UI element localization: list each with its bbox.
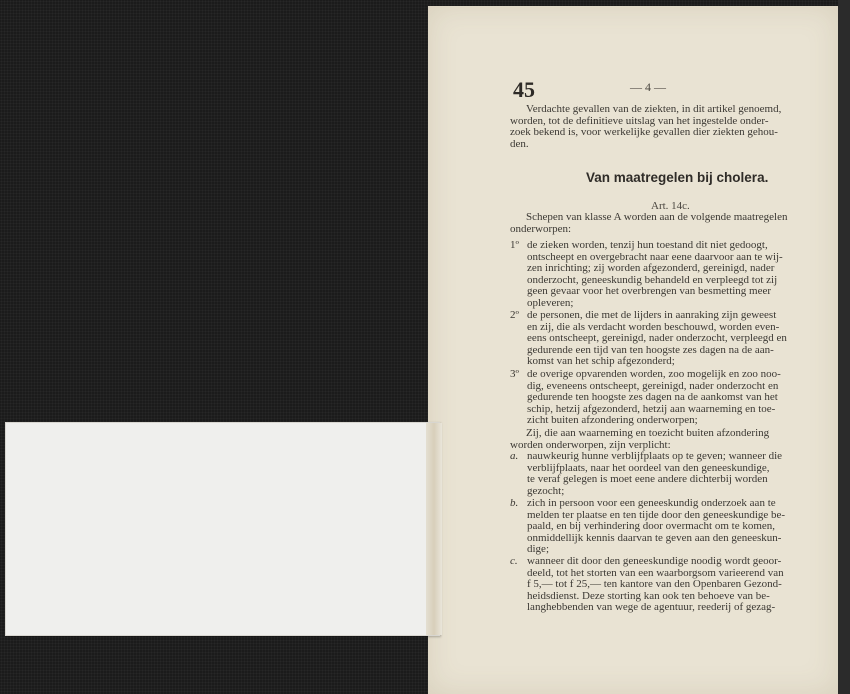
intro-paragraph	[510, 104, 820, 150]
item-text	[527, 310, 787, 368]
text-line: paald, en bij verhindering door overmacht om te komen,	[527, 520, 776, 533]
text-line: opleveren;	[527, 296, 574, 309]
text-line: geen gevaar voor het overbrengen van besmetting meer	[527, 285, 772, 298]
text-line: ontscheept en overgebracht naar eene daarvoor aan te wij-	[527, 250, 783, 263]
text-line: en zij, die als verdacht worden beschouwd, worden even-	[527, 320, 780, 333]
text-line: zoek bekend is, voor werkelijke gevallen dier ziekten gehou-	[510, 126, 778, 139]
text-line: Verdachte gevallen van de ziekten, in dit artikel genoemd,	[526, 103, 782, 115]
item-marker: 1º	[510, 239, 519, 251]
article-number: Art. 14c.	[651, 200, 690, 212]
text-line: langhebbenden van wege de agentuur, reederij of gezag-	[527, 601, 776, 614]
item-text	[527, 369, 781, 427]
obligations-paragraph	[510, 428, 820, 451]
text-line: Schepen van klasse A worden aan de volgende maatregelen	[526, 211, 788, 223]
text-line: de personen, die met de lijders in aanraking zijn geweest	[527, 309, 777, 321]
paper-slip	[5, 422, 440, 636]
text-line: onderzocht, geneeskundig behandeld en verpleegd tot zij	[527, 273, 778, 286]
text-line: te veraf gelegen is moet eene andere dichterbij worden	[527, 473, 768, 486]
text-line: eens ontscheept, gereinigd, nader onderzocht, verpleegd en	[527, 332, 787, 345]
item-text	[527, 556, 784, 614]
text-line: melden ter plaatse en ten tijde door den geneeskundige be-	[527, 508, 786, 521]
text-line: dig, eveneens ontscheept, gereinigd, nader onderzocht en	[527, 379, 779, 392]
text-line: schip, hetzij afgezonderd, hetzij aan waarneming en toe-	[527, 402, 776, 415]
item-marker: b.	[510, 497, 519, 509]
text-line: dige;	[527, 543, 549, 556]
lead-paragraph	[510, 212, 820, 235]
item-marker: c.	[510, 555, 518, 567]
item-text	[527, 451, 782, 497]
text-line: f 5,— tot f 25,— ten kantore van den Openbaren Gezond-	[527, 578, 782, 591]
text-line: wanneer dit door den geneeskundige noodig wordt geoor-	[527, 555, 782, 567]
text-line: heidsdienst. Deze storting kan ook ten behoeve van be-	[527, 589, 770, 602]
text-line: komst van het schip afgezonderd;	[527, 355, 675, 368]
slip-fold	[426, 423, 442, 635]
text-line: deeld, tot het storten van een waarborgsom varieerend van	[527, 566, 784, 579]
text-line: de zieken worden, tenzij hun toestand dit niet gedoogt,	[527, 239, 768, 251]
folio: — 4 —	[630, 80, 666, 94]
text-line: zich in persoon voor een geneeskundig onderzoek aan te	[527, 497, 776, 509]
text-line: worden, tot de definitieve uitslag van het ingestelde onder-	[510, 114, 769, 127]
text-line: den.	[510, 137, 529, 150]
text-line: verblijfplaats, naar het oordeel van den geneeskundige,	[527, 461, 770, 474]
text-line: onmiddellijk kennis daarvan te geven aan den geneeskun-	[527, 531, 782, 544]
item-marker: 3º	[510, 368, 519, 380]
text-line: gezocht;	[527, 484, 565, 497]
section-heading: Van maatregelen bij cholera.	[586, 170, 769, 185]
item-marker: 2º	[510, 309, 519, 321]
book-spine	[838, 0, 850, 694]
item-text	[527, 240, 783, 310]
text-line: zicht buiten afzondering onderworpen;	[527, 414, 698, 427]
item-text	[527, 498, 785, 556]
text-line: worden onderworpen, zijn verplicht:	[510, 438, 671, 451]
item-marker: a.	[510, 450, 519, 462]
page-number: 45	[513, 77, 535, 102]
text-line: de overige opvarenden worden, zoo mogelijk en zoo noo-	[527, 368, 781, 380]
text-line: zen inrichting; zij worden afgezonderd, gereinigd, nader	[527, 262, 775, 275]
text-line: gedurende ten hoogste zes dagen na de aankomst van het	[527, 391, 778, 404]
text-line: Zij, die aan waarneming en toezicht buiten afzondering	[526, 427, 770, 439]
text-line: nauwkeurig hunne verblijfplaats op te geven; wanneer die	[527, 450, 783, 462]
text-line: onderworpen:	[510, 222, 572, 235]
text-line: gedurende een tijd van ten hoogste zes dagen na de aan-	[527, 343, 774, 356]
